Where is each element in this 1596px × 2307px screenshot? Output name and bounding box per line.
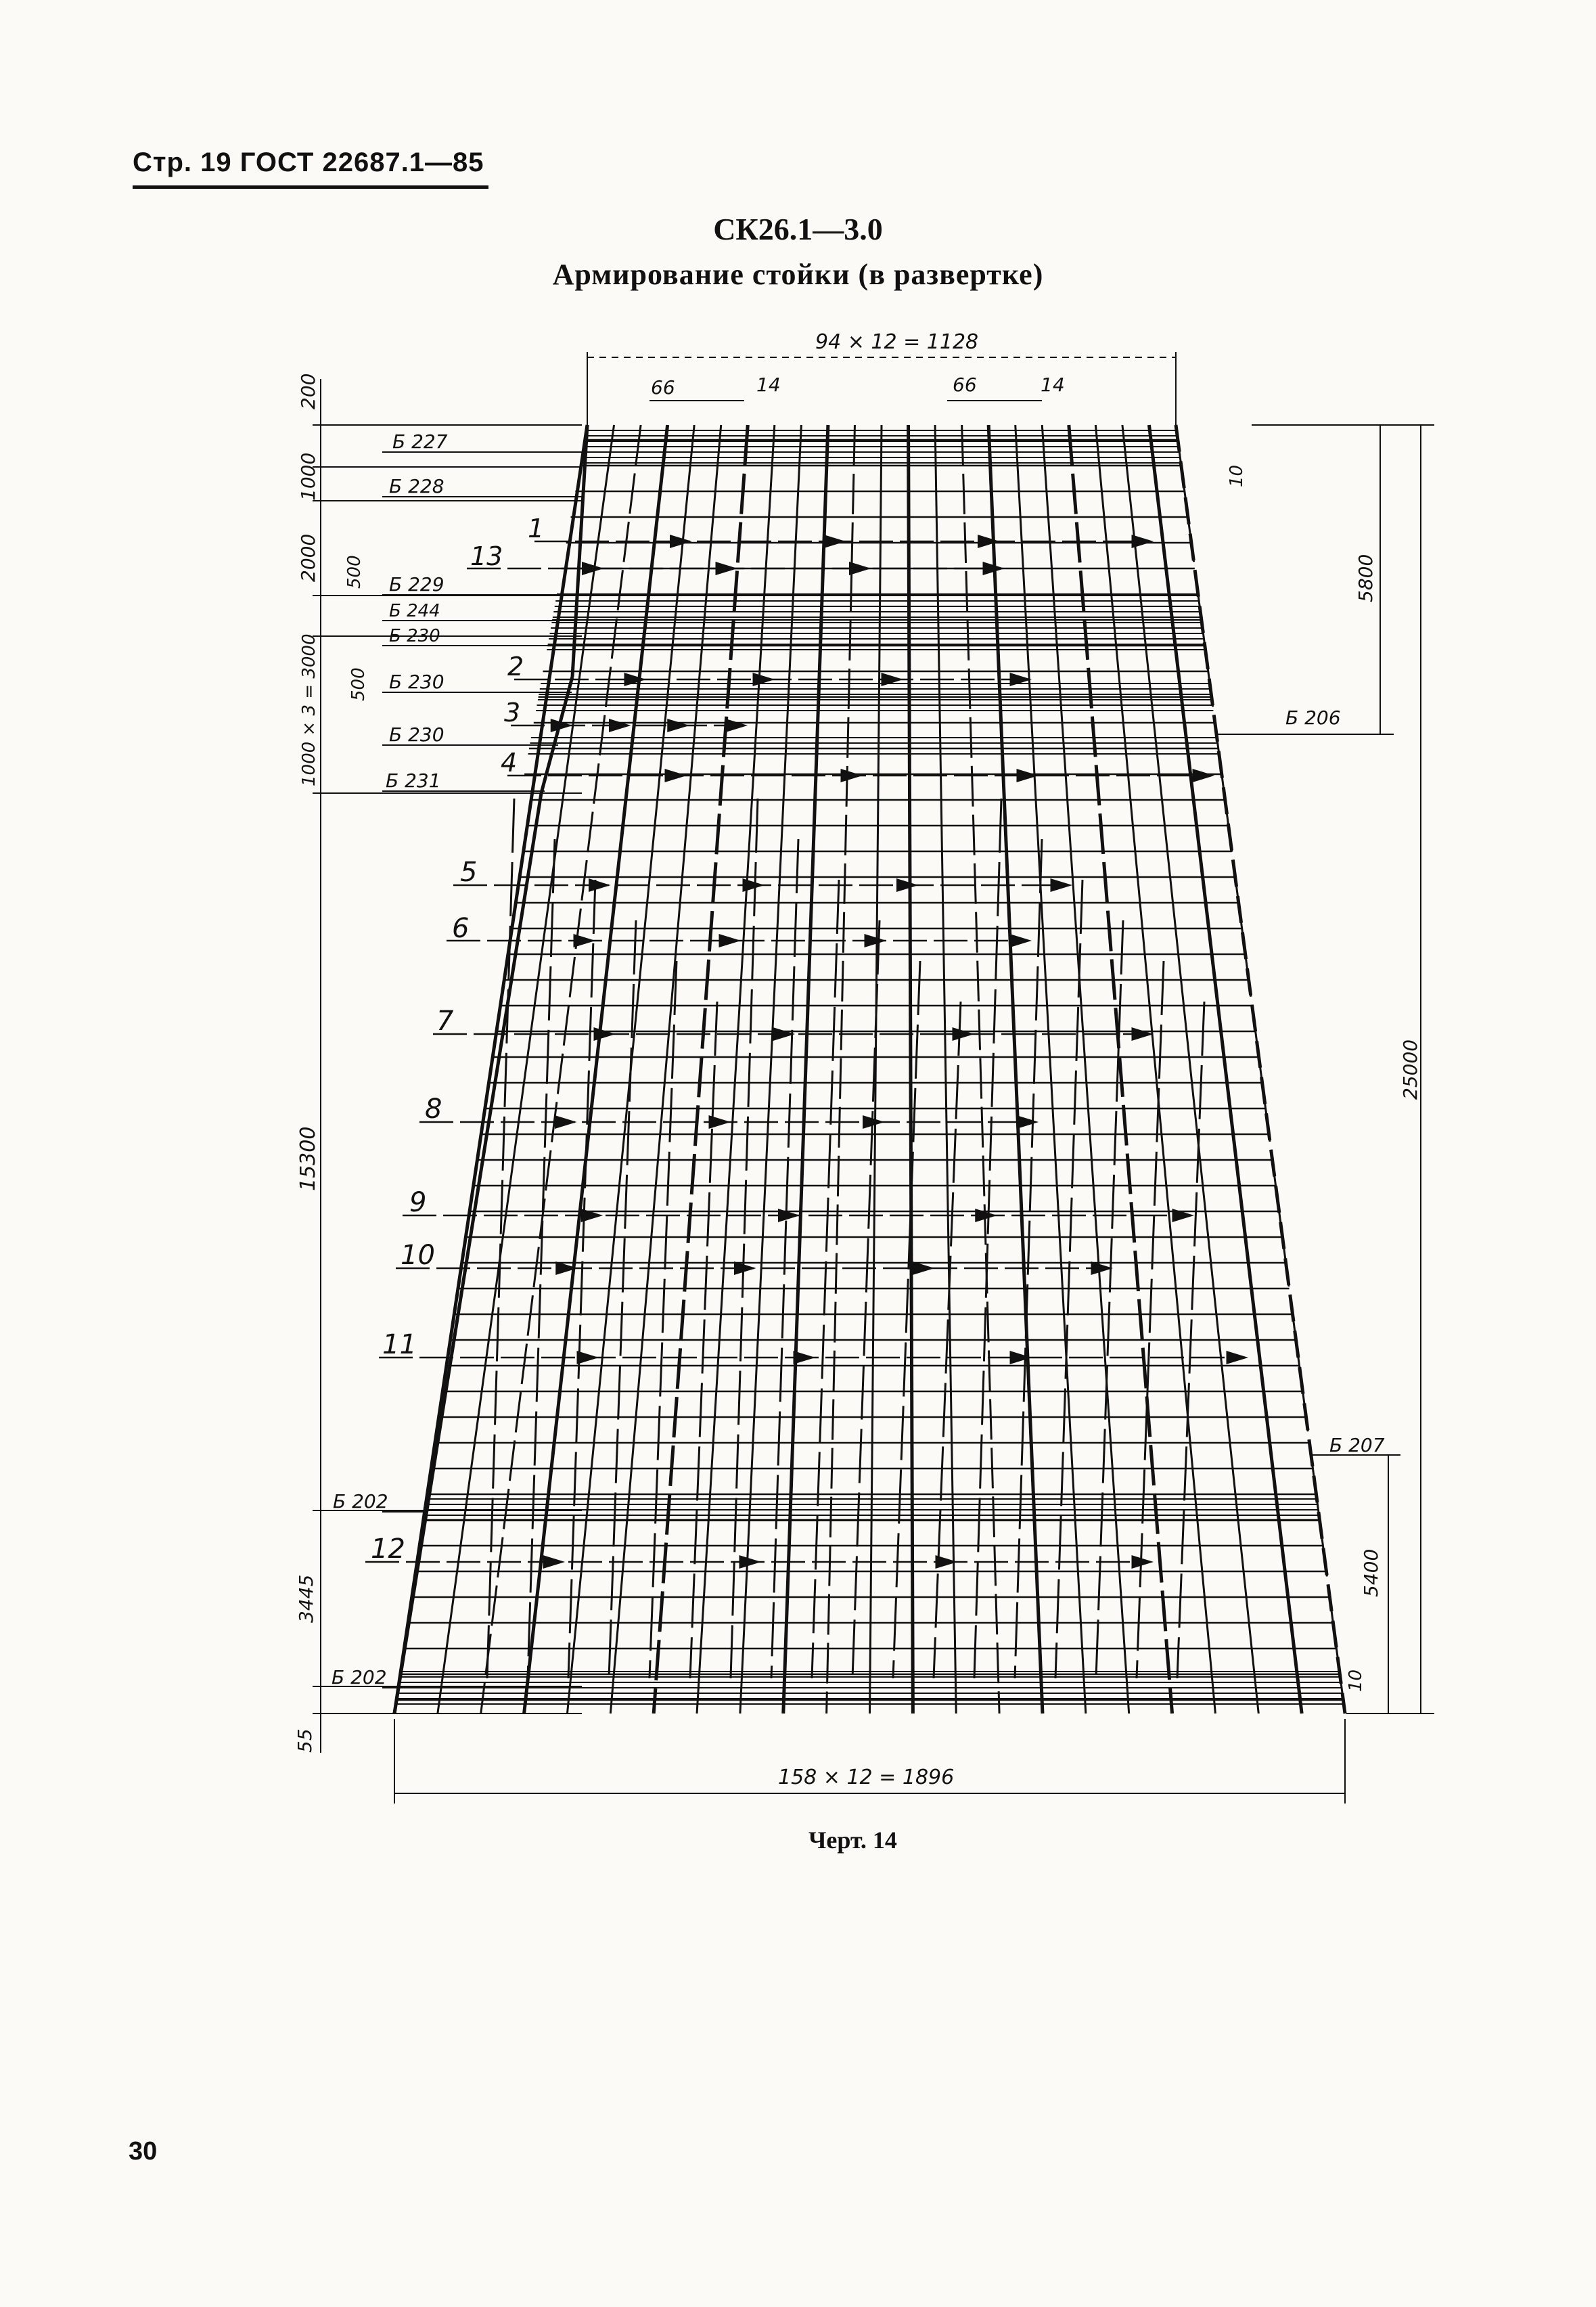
pos-4: 4: [501, 748, 518, 778]
dim-top-a: 66: [651, 376, 675, 399]
ring-label-b230c: Б 230: [389, 723, 444, 746]
dim-top-d: 14: [1041, 374, 1065, 396]
drawing-title: Армирование стойки (в развертке): [552, 258, 1044, 291]
dim-left-3445: 3445: [295, 1574, 317, 1623]
additional-bar: [1015, 839, 1042, 1678]
pos-8: 8: [425, 1094, 442, 1125]
dim-left-200: 200: [297, 373, 319, 409]
position-arrow: [794, 1352, 812, 1363]
ring-label-b202b: Б 202: [332, 1666, 387, 1688]
position-arrow: [774, 1029, 792, 1039]
pos-5: 5: [460, 857, 478, 888]
position-arrow: [1133, 536, 1150, 547]
figure-caption: Черт. 14: [808, 1827, 897, 1854]
pos-6: 6: [452, 913, 470, 944]
ring-label-b230b: Б 230: [389, 671, 444, 693]
ring-label-b228: Б 228: [389, 475, 444, 497]
ring-label-b244: Б 244: [389, 601, 440, 621]
dim-top-c: 66: [953, 374, 977, 396]
dim-right-5800: 5800: [1354, 554, 1377, 602]
ring-label-b231: Б 231: [386, 769, 441, 792]
position-arrow: [984, 563, 1001, 574]
position-arrow: [1011, 935, 1028, 946]
position-arrow: [1018, 770, 1035, 781]
position-arrow: [842, 770, 859, 781]
position-arrow: [953, 1029, 971, 1039]
position-arrow: [578, 1352, 595, 1363]
dim-top-b: 14: [756, 374, 781, 396]
position-arrow: [727, 720, 744, 731]
position-arrow: [716, 563, 734, 574]
position-arrow: [544, 1556, 562, 1567]
dim-left-2000: 2000: [297, 533, 319, 582]
dim-left-1000: 1000: [297, 452, 319, 501]
ring-label-b227: Б 227: [392, 430, 448, 453]
dim-right-10b: 10: [1346, 1669, 1366, 1692]
dim-left-3000: 1000 × 3 = 3000: [299, 633, 319, 786]
pos-9: 9: [409, 1187, 427, 1218]
position-arrow: [668, 720, 686, 731]
page-number: 30: [129, 2137, 158, 2166]
drawing-mark: СК26.1—3.0: [713, 212, 883, 246]
position-arrow: [865, 935, 883, 946]
position-arrow: [710, 1117, 727, 1127]
position-arrow: [1193, 770, 1211, 781]
dim-left-15300: 15300: [296, 1126, 320, 1191]
position-arrow: [666, 770, 683, 781]
dim-left-500b: 500: [348, 667, 369, 701]
position-arrow: [936, 1556, 954, 1567]
position-arrow: [590, 880, 608, 891]
header-standard: ГОСТ 22687.1—85: [240, 148, 484, 177]
position-arrow: [574, 935, 592, 946]
rebar-grid: [394, 425, 1345, 1714]
dim-bottom-width: 158 × 12 = 1896: [778, 1766, 955, 1789]
dim-right-10a: 10: [1227, 464, 1247, 487]
position-arrow: [720, 935, 737, 946]
additional-bar: [812, 880, 839, 1678]
ring-label-b229: Б 229: [389, 573, 444, 596]
dim-left-55: 55: [294, 1728, 316, 1753]
ring-label-b206: Б 206: [1285, 707, 1341, 729]
position-arrow: [556, 1117, 574, 1127]
pos-2: 2: [507, 652, 524, 681]
ring-label-b207: Б 207: [1329, 1434, 1385, 1456]
position-arrow: [671, 536, 689, 547]
position-arrow: [1051, 880, 1069, 891]
dim-top-width: 94 × 12 = 1128: [815, 330, 979, 354]
position-arrow: [744, 880, 761, 891]
pos-7: 7: [436, 1006, 454, 1037]
position-arrow: [825, 536, 842, 547]
position-arrow: [1133, 1029, 1150, 1039]
position-arrow: [610, 720, 628, 731]
position-arrow: [740, 1556, 758, 1567]
dim-left-500a: 500: [344, 555, 365, 589]
ring-label-b202a: Б 202: [333, 1490, 388, 1513]
position-arrow: [1227, 1352, 1245, 1363]
pos-3: 3: [504, 698, 521, 727]
pos-11: 11: [382, 1329, 417, 1360]
pos-13: 13: [470, 541, 503, 571]
additional-bar: [1055, 880, 1082, 1678]
position-arrow: [595, 1029, 612, 1039]
position-arrow: [913, 1263, 931, 1274]
position-arrow: [850, 563, 868, 574]
dim-right-5400: 5400: [1360, 1548, 1382, 1597]
position-arrow: [583, 563, 601, 574]
ring-label-b230a: Б 230: [389, 626, 440, 646]
pos-1: 1: [528, 514, 545, 543]
header-page: Стр. 19: [133, 148, 232, 177]
pos-12: 12: [371, 1533, 405, 1565]
position-arrow: [898, 880, 915, 891]
position-arrow: [1092, 1263, 1110, 1274]
pos-10: 10: [401, 1240, 435, 1271]
dim-right-25000: 25000: [1399, 1039, 1421, 1100]
